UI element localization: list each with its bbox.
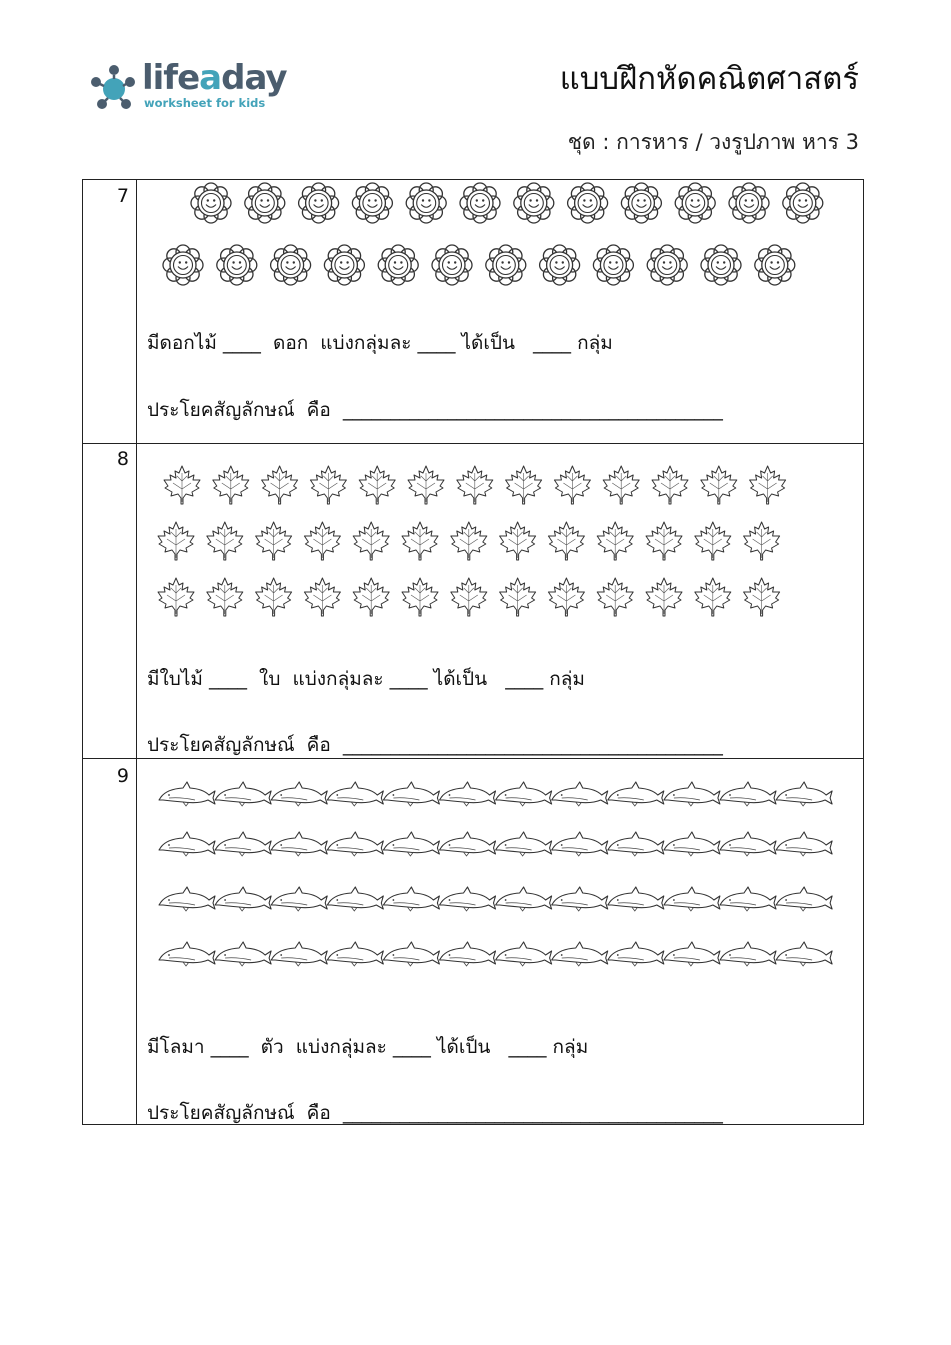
dolphin-icon — [215, 782, 271, 806]
problem-number: 7 — [116, 185, 129, 207]
smiling-flower-icon — [299, 183, 339, 223]
dolphin-icon — [159, 887, 215, 911]
problem-number: 9 — [116, 765, 129, 787]
maple-leaf-icon — [310, 466, 346, 504]
brand-name-part-2: day — [221, 58, 287, 98]
dolphin-icon — [440, 782, 496, 806]
dolphin-icon — [608, 887, 664, 911]
dolphin-icon — [215, 887, 271, 911]
maple-leaf-icon — [256, 578, 292, 616]
smiling-flower-icon — [352, 183, 392, 223]
dolphin-icon — [664, 832, 720, 856]
smiling-flower-icon — [163, 245, 203, 285]
maple-leaf-icon — [500, 578, 536, 616]
maple-leaf-icon — [451, 578, 487, 616]
maple-leaf-icon — [402, 522, 438, 560]
maple-leaf-icon — [695, 522, 731, 560]
maple-leaf-icon — [353, 522, 389, 560]
dolphin-icon — [215, 832, 271, 856]
dolphin-icon — [776, 832, 832, 856]
maple-leaf-icon — [164, 466, 200, 504]
smiling-flower-icon — [783, 183, 823, 223]
maple-leaf-icon — [603, 466, 639, 504]
maple-leaf-icon — [457, 466, 493, 504]
problem-number: 8 — [116, 448, 129, 470]
maple-leaf-icon — [548, 578, 584, 616]
maple-leaf-icon — [158, 578, 194, 616]
dolphin-icon — [552, 942, 608, 966]
dolphin-icon — [720, 887, 776, 911]
smiling-flower-icon — [271, 245, 311, 285]
dolphin-icon — [271, 832, 327, 856]
dolphin-icon — [496, 887, 552, 911]
maple-leaf-icon — [554, 466, 590, 504]
smiling-flower-icon — [460, 183, 500, 223]
smiling-flower-icon — [217, 245, 257, 285]
brand-name-part-1: life — [142, 58, 200, 98]
dolphin-icon — [776, 887, 832, 911]
maple-leaf-icon — [304, 522, 340, 560]
page-subtitle: ชุด : การหาร / วงรูปภาพ หาร 3 — [567, 130, 859, 154]
maple-leaf-icon — [213, 466, 249, 504]
maple-leaf-icon — [695, 578, 731, 616]
dolphin-icon — [271, 782, 327, 806]
maple-leaf-icon — [597, 578, 633, 616]
maple-leaf-icon — [500, 522, 536, 560]
smiling-flower-icon — [755, 245, 795, 285]
maple-leaf-icon — [548, 522, 584, 560]
smiling-flower-icon — [647, 245, 687, 285]
smiling-flower-icon — [406, 183, 446, 223]
maple-leaf-icon — [353, 578, 389, 616]
maple-leaf-icon — [262, 466, 298, 504]
problem-equation: ประโยคสัญลักษณ์ คือ ________________________________________ — [147, 734, 723, 756]
dolphin-icon — [440, 832, 496, 856]
dolphin-icon — [664, 782, 720, 806]
maple-leaf-icon — [750, 466, 786, 504]
smiling-flower-icon — [514, 183, 554, 223]
dolphin-icon — [720, 942, 776, 966]
smiling-flower-icon — [701, 245, 741, 285]
dolphin-icon — [608, 942, 664, 966]
dolphin-icon — [496, 832, 552, 856]
smiling-flower-icon — [540, 245, 580, 285]
smiling-flower-icon — [621, 183, 661, 223]
maple-leaf-icon — [646, 522, 682, 560]
problem-sentence: มีดอกไม้ ____ ดอก แบ่งกลุ่มละ ____ ได้เป็น ____ กลุ่ม — [147, 332, 613, 354]
smiling-flower-icon — [593, 245, 633, 285]
smiling-flower-icon — [432, 245, 472, 285]
dolphin-icon — [383, 942, 439, 966]
brand-logo — [88, 60, 288, 116]
maple-leaf-icon — [359, 466, 395, 504]
dolphin-icon — [440, 887, 496, 911]
smiling-flower-icon — [675, 183, 715, 223]
maple-leaf-icon — [646, 578, 682, 616]
smiling-flower-icon — [378, 245, 418, 285]
brand-name-accent: a — [199, 58, 222, 98]
problem-equation: ประโยคสัญลักษณ์ คือ ________________________________________ — [147, 1102, 723, 1124]
dolphin-icon — [552, 832, 608, 856]
maple-leaf-icon — [451, 522, 487, 560]
maple-leaf-icon — [207, 522, 243, 560]
maple-leaf-icon — [207, 578, 243, 616]
dolphin-icon — [776, 782, 832, 806]
dolphin-icon — [720, 832, 776, 856]
maple-leaf-icon — [408, 466, 444, 504]
brand-name — [142, 58, 287, 98]
dolphin-icon — [327, 832, 383, 856]
dolphin-icon — [776, 942, 832, 966]
maple-leaf-icon — [304, 578, 340, 616]
dolphin-icon — [159, 832, 215, 856]
dolphin-icon — [383, 782, 439, 806]
dolphin-icon — [496, 942, 552, 966]
number-column-divider — [136, 180, 137, 1124]
dolphin-icon — [664, 942, 720, 966]
maple-leaf-icon — [597, 522, 633, 560]
dolphin-icon — [664, 887, 720, 911]
brand-tagline: worksheet for kids — [144, 96, 266, 110]
page-title: แบบฝึกหัดคณิตศาสตร์ — [559, 61, 859, 97]
smiling-flower-icon — [486, 245, 526, 285]
dolphin-icon — [271, 942, 327, 966]
maple-leaf-icon — [256, 522, 292, 560]
dolphin-icon — [327, 887, 383, 911]
maple-leaf-icon — [701, 466, 737, 504]
maple-leaf-icon — [744, 522, 780, 560]
dolphin-icon — [552, 782, 608, 806]
dolphin-icon — [159, 782, 215, 806]
smiling-flower-icon — [568, 183, 608, 223]
molecule-logo-icon — [88, 62, 138, 112]
dolphin-icon — [608, 832, 664, 856]
picture-icons-layer — [83, 180, 865, 1126]
dolphin-icon — [383, 832, 439, 856]
problem-sentence: มีใบไม้ ____ ใบ แบ่งกลุ่มละ ____ ได้เป็น ____ กลุ่ม — [147, 668, 585, 690]
smiling-flower-icon — [729, 183, 769, 223]
dolphin-icon — [159, 942, 215, 966]
row-divider — [83, 443, 863, 444]
problem-equation: ประโยคสัญลักษณ์ คือ ________________________________________ — [147, 399, 723, 421]
maple-leaf-icon — [506, 466, 542, 504]
problem-sentence: มีโลมา ____ ตัว แบ่งกลุ่มละ ____ ได้เป็น ____ กลุ่ม — [147, 1036, 589, 1058]
maple-leaf-icon — [652, 466, 688, 504]
worksheet-table — [82, 179, 864, 1125]
maple-leaf-icon — [158, 522, 194, 560]
smiling-flower-icon — [324, 245, 364, 285]
dolphin-icon — [215, 942, 271, 966]
dolphin-icon — [720, 782, 776, 806]
dolphin-icon — [327, 782, 383, 806]
dolphin-icon — [608, 782, 664, 806]
maple-leaf-icon — [402, 578, 438, 616]
maple-leaf-icon — [744, 578, 780, 616]
dolphin-icon — [440, 942, 496, 966]
smiling-flower-icon — [191, 183, 231, 223]
dolphin-icon — [271, 887, 327, 911]
dolphin-icon — [496, 782, 552, 806]
dolphin-icon — [327, 942, 383, 966]
smiling-flower-icon — [245, 183, 285, 223]
dolphin-icon — [552, 887, 608, 911]
dolphin-icon — [383, 887, 439, 911]
